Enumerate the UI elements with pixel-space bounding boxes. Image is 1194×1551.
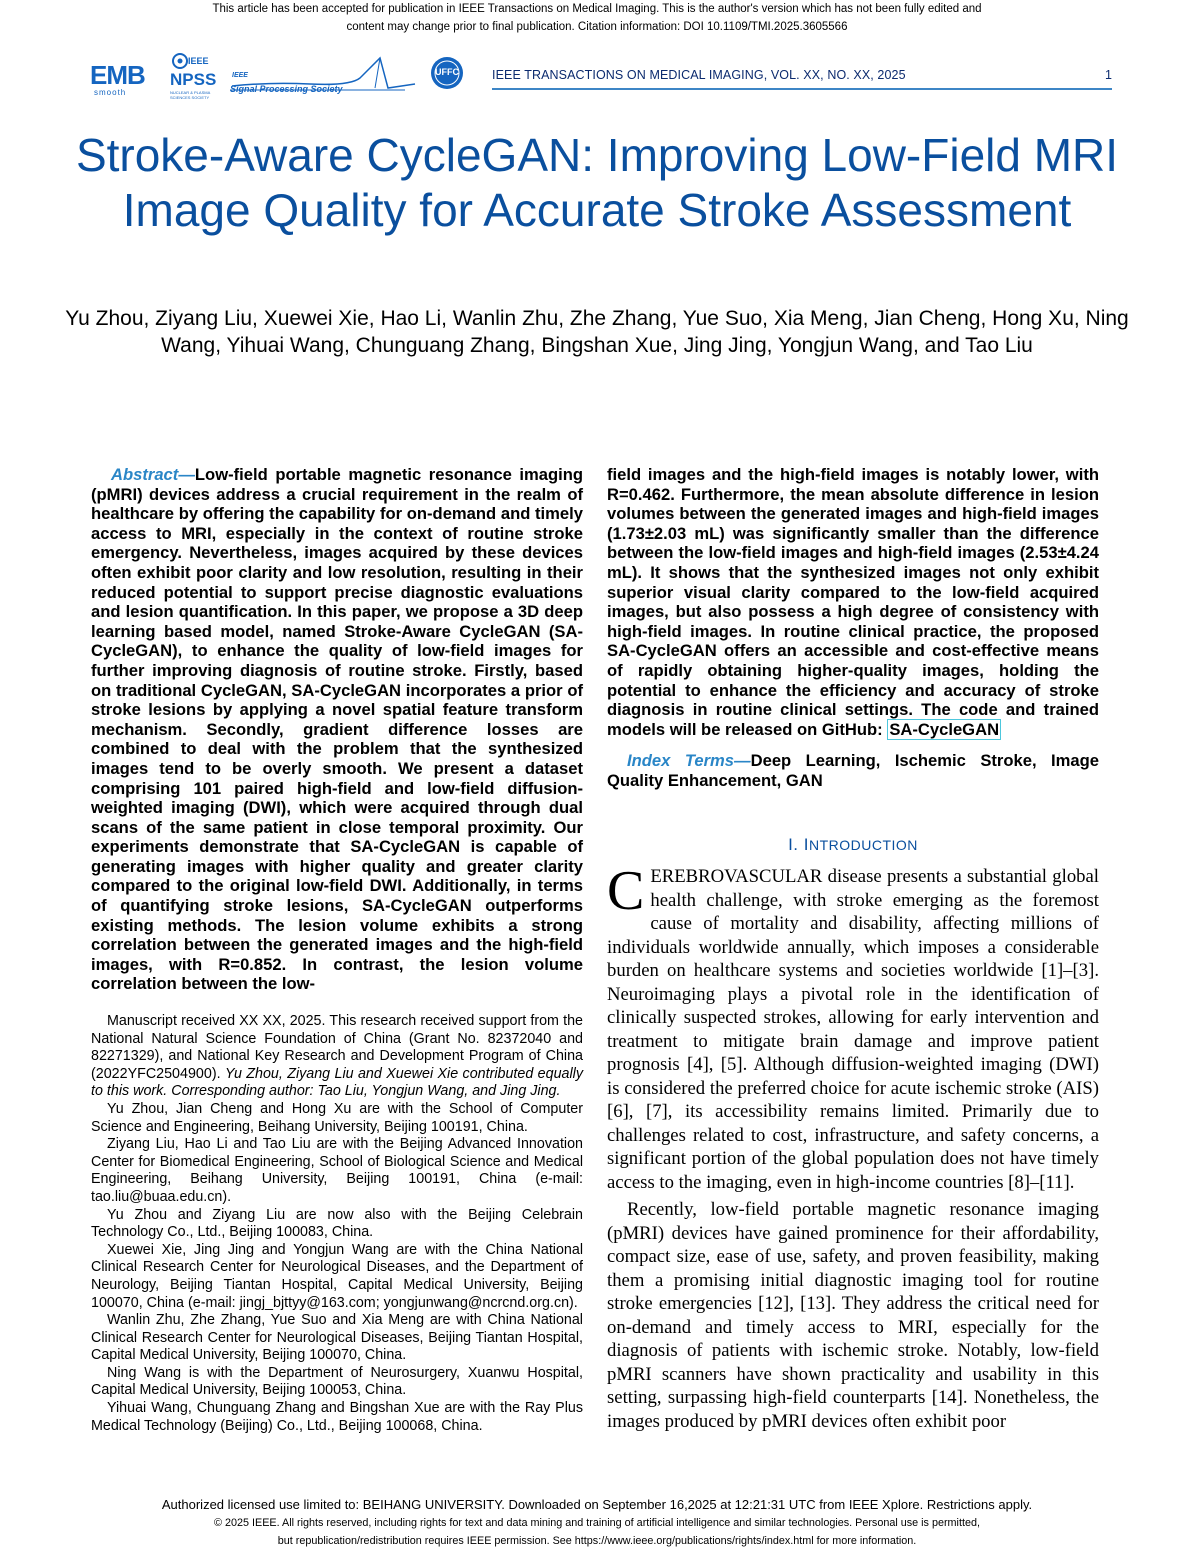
index-terms — [607, 751, 1099, 791]
footnote-funding: Manuscript received XX XX, 2025. This research received support from the National Natural Science Foundation of China (Grant No. 82372040 and 82271329), and National Key Research and Development Program of China (2022YFC2504900). — [91, 1013, 583, 1082]
npss-emblem-icon — [170, 52, 190, 70]
dropcap: C — [607, 860, 645, 923]
society-logos — [90, 50, 480, 100]
uffc-logo — [430, 56, 464, 90]
emb-logo: EMB — [90, 60, 145, 90]
abstract-text-part1: Low-field portable magnetic resonance imaging (pMRI) devices address a crucial requirement in the realm of healthcare by offering the capability for on-demand and timely access to MRI, especially in the context of routine stroke emergency. Nevertheless, images acquired by these devices often exhibit poor clarity and low resolution, resulting in their reduced potential to support precise diagnostic evaluations and lesion quantification. In this paper, we propose a 3D deep learning based model, named Stroke-Aware CycleGAN (SA-CycleGAN), to enhance the quality of low-field images for further improving diagnosis of routine stroke. Firstly, based on traditional CycleGAN, SA-CycleGAN incorporates a prior of stroke lesions by applying a novel spatial feature transform mechanism. Secondly, gradient difference losses are combined to deal with the problem that the synthesized images tend to be overly smooth. We present a dataset comprising 101 paired high-field and low-field diffusion-weighted imaging (DWI), which were acquired through dual scans of the same patient in close temporal proximity. Our experiments demonstrate that SA-CycleGAN is capable of generating images with higher quality and greater clarity compared to the original low-field DWI. Additionally, in terms of quantifying stroke lesions, SA-CycleGAN outperforms existing methods. The lesion volume exhibits a strong correlation between the generated images and the high-field images, with R=0.852. In contrast, the lesion volume correlation between the low- — [91, 465, 583, 994]
section-heading-introduction — [607, 835, 1099, 855]
page-number: 1 — [1105, 68, 1112, 82]
abstract-text-part2: field images and the high-field images is notably lower, with R=0.462. Furthermore, the mean absolute difference in lesion volumes between the generated images and high-field images (1.73±2.03 mL) was significantly smaller than the difference between the low-field images and high-field images (2.53±4.24 mL). It shows that the synthesized images not only exhibit superior visual clarity compared to the low-field acquired images, but also possess a high degree of consistency with high-field images. In routine clinical practice, the proposed SA-CycleGAN offers an accessible and cost-effective means of rapidly obtaining higher-quality images, holding the potential to enhance the efficiency and accuracy of stroke diagnosis in routine clinical settings. The code and trained models will be released on GitHub: — [607, 465, 1099, 739]
section-heading-number: I. I — [788, 835, 809, 855]
footnote-affiliation: Yu Zhou and Ziyang Liu are now also with the Beijing Celebrain Technology Co., Ltd., Beijing 100083, China. — [91, 1206, 583, 1241]
npss-logo — [170, 52, 220, 98]
footnote-affiliation: Yu Zhou, Jian Cheng and Hong Xu are with the School of Computer Science and Engineering, Beihang University, Beijing 100191, China. — [91, 1100, 583, 1135]
right-column — [607, 465, 1099, 1452]
footnotes — [91, 1013, 583, 1435]
footnote-affiliation: Ziyang Liu, Hao Li and Tao Liu are with the Beijing Advanced Innovation Center for Biomedical Engineering, School of Biological Science and Medical Engineering, Beihang University, Beijing 100191, China (e-mail: tao.liu@buaa.edu.cn). — [91, 1136, 583, 1205]
intro-paragraph-2: Recently, low-field portable magnetic resonance imaging (pMRI) devices have gained prominence for their affordability, compact size, ease of use, safety, and proven feasibility, making them a promising initial diagnostic imaging tool for routine stroke emergencies [12], [13]. They address the critical need for on-demand and timely access to MRI, especially for the diagnosis of patients with ischemic stroke. Notably, low-field pMRI scanners have shown practicality and usability in this setting, surpassing high-field counterparts [14]. Nonetheless, the images produced by pMRI devices often exhibit poor — [607, 1199, 1099, 1432]
paper-title: Stroke-Aware CycleGAN: Improving Low-Field MRI Image Quality for Accurate Stroke Assessment — [75, 129, 1119, 236]
introduction-body — [607, 860, 1099, 1433]
footnote-manuscript — [91, 1013, 583, 1101]
journal-name: IEEE TRANSACTIONS ON MEDICAL IMAGING, VOL. XX, NO. XX, 2025 — [492, 68, 906, 82]
index-terms-text: Deep Learning, Ischemic Stroke, Image Quality Enhancement, GAN — [607, 751, 1100, 791]
uffc-text: UFFC — [435, 67, 459, 77]
copyright-notice — [0, 1514, 1194, 1550]
intro-paragraph-1 — [607, 860, 1099, 1194]
emb-logo-sub: smooth — [94, 88, 127, 97]
npss-subtitle: NUCLEAR & PLASMA SCIENCES SOCIETY — [170, 90, 211, 100]
acceptance-note-line2: content may change prior to final publication. Citation information: DOI 10.1109/TMI.2025.3605566 — [346, 21, 848, 33]
license-notice: Authorized licensed use limited to: BEIHANG UNIVERSITY. Downloaded on September 16,2025 at 12:21:31 UTC from IEEE Xplore. Restrictions apply. — [161, 1497, 1033, 1512]
abstract-continued — [607, 465, 1099, 739]
npss-text: NPSS — [170, 70, 217, 89]
acceptance-note-line1: This article has been accepted for publication in IEEE Transactions on Medical Imaging. This is the author's version which has not been fully edited and — [212, 3, 982, 15]
author-list: Yu Zhou, Ziyang Liu, Xuewei Xie, Hao Li, Wanlin Zhu, Zhe Zhang, Yue Suo, Xia Meng, Jian Cheng, Hong Xu, Ning Wang, Yihuai Wang, Chunguang Zhang, Bingshan Xue, Jing Jing, Yongjun Wang, and Tao Liu — [65, 307, 1129, 357]
footnote-affiliation: Xuewei Xie, Jing Jing and Yongjun Wang are with the China National Clinical Research Center for Neurological Diseases, and the Department of Neurology, Beijing Tiantan Hospital, Capital Medical University, Beijing 100070, China (e-mail: jingj_bjttyy@163.com; yongjunwang@ncrcnd.org.cn). — [91, 1241, 583, 1311]
copyright-line2: but republication/redistribution requires IEEE permission. See https://www.ieee.org/publications/rights/index.html for more information. — [277, 1535, 917, 1547]
npss-ieee-text: IEEE — [188, 56, 209, 66]
footnote-affiliation: Wanlin Zhu, Zhe Zhang, Yue Suo and Xia Meng are with China National Clinical Research Center for Neurological Diseases, Beijing Tiantan Hospital, Capital Medical University, Beijing 100070, China. — [91, 1312, 583, 1364]
code-link[interactable]: SA-CycleGAN — [889, 719, 1000, 739]
journal-header — [492, 66, 1112, 90]
intro-paragraph-1-text: EREBROVASCULAR disease presents a substantial global health challenge, with stroke emerging as the foremost cause of mortality and disability, affecting millions of individuals worldwide annually, which imposes a considerable burden on healthcare systems and societies worldwide [1]–[3]. Neuroimaging plays a pivotal role in the identification of clinically suspected strokes, allowing for early intervention and treatment to mitigate brain damage and improve patient prognosis [4], [5]. Although diffusion-weighted imaging (DWI) is considered the preferred choice for acute ischemic stroke (AIS) [6], [7], its accessibility remains limited. Primarily due to challenges related to cost, infrastructure, and safety concerns, a significant portion of the global population does not have timely access to the imaging, even in high-income countries [8]–[11]. — [607, 866, 1099, 1193]
left-column — [91, 465, 583, 994]
footnote-affiliation: Ning Wang is with the Department of Neurosurgery, Xuanwu Hospital, Capital Medical University, Beijing 100053, China. — [91, 1364, 583, 1399]
footnote-contribution: Yu Zhou, Ziyang Liu and Xuewei Xie contributed equally to this work. Corresponding author: Tao Liu, Yongjun Wang, and Jing Jing. — [91, 1065, 583, 1100]
copyright-line1: © 2025 IEEE. All rights reserved, including rights for text and data mining and training of artificial intelligence and similar technologies. Personal use is permitted, — [214, 1517, 980, 1529]
acceptance-note — [0, 0, 1194, 36]
sps-text: Signal Processing Society — [230, 84, 343, 94]
footnote-affiliation: Yihuai Wang, Chunguang Zhang and Bingshan Xue are with the Ray Plus Medical Technology (Beijing) Co., Ltd., Beijing 100068, China. — [91, 1400, 583, 1434]
index-terms-label: Index Terms— — [627, 751, 751, 771]
abstract-label: Abstract— — [111, 465, 195, 484]
abstract — [91, 465, 583, 994]
section-heading-text: NTRODUCTION — [808, 837, 918, 854]
sps-logo — [230, 54, 420, 98]
sps-ieee-text: IEEE — [232, 72, 248, 79]
